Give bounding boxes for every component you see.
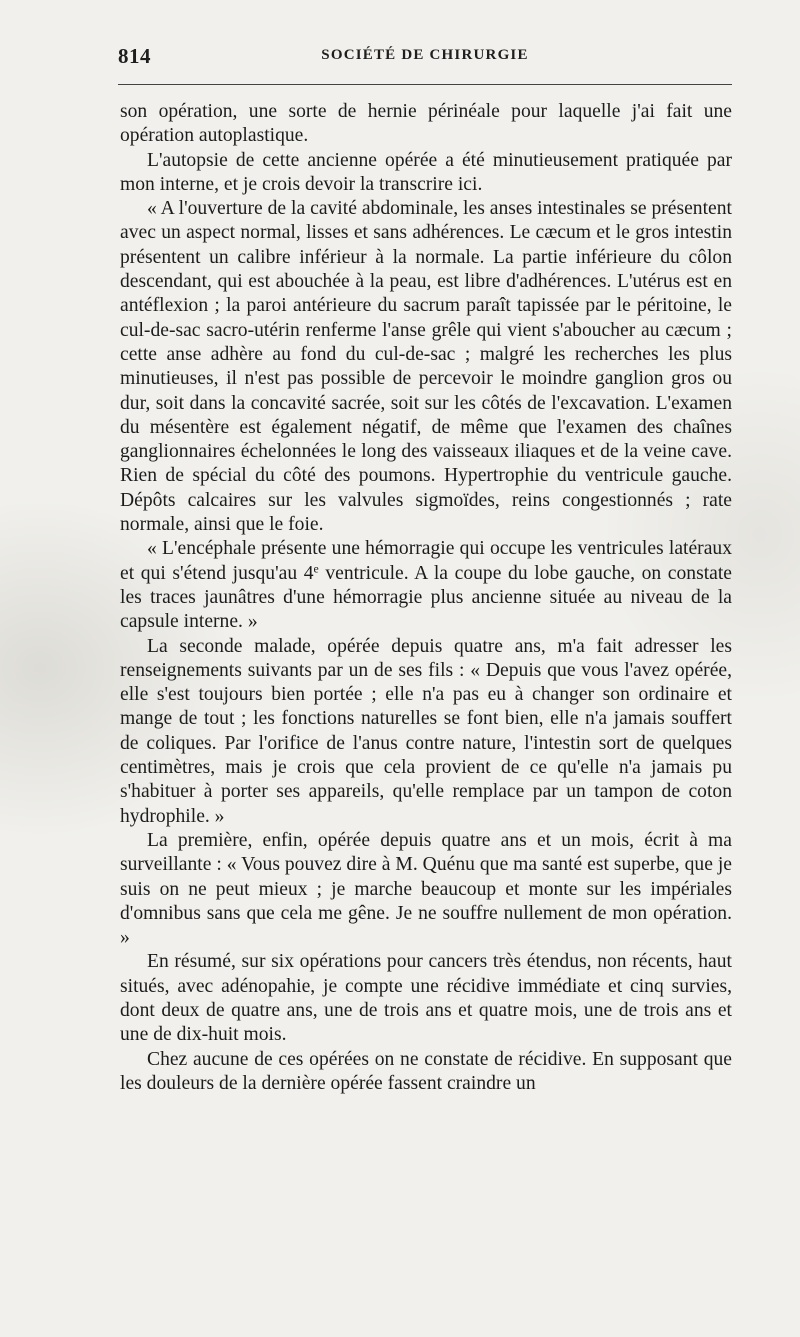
body-text bbox=[120, 100, 732, 1096]
paragraph-4-text-start: « L'encéphale présente une hémorragie qui occupe les ventricules latéraux et qui s'étend jusqu'au 4 bbox=[120, 538, 732, 584]
header-rule bbox=[118, 84, 732, 85]
page-number: 814 bbox=[118, 44, 151, 68]
ordinal-superscript: e bbox=[313, 562, 319, 576]
paragraph-1: son opération, une sorte de hernie périnéale pour laquelle j'ai fait une opération autoplastique. bbox=[120, 101, 732, 147]
paragraph-4 bbox=[120, 537, 732, 634]
paragraph-7: En résumé, sur six opérations pour cancers très étendus, non récents, haut situés, avec adénopahie, je compte une récidive immédiate et cinq survies, dont deux de quatre ans, une de trois ans et quatre mois, une de trois ans et une de dix-huit mois. bbox=[120, 951, 732, 1046]
paragraph-6: La première, enfin, opérée depuis quatre ans et un mois, écrit à ma surveillante : « Vous pouvez dire à M. Quénu que ma santé est superbe, que je suis on ne peut mieux ; je marche beaucoup et monte sur les impériales d'omnibus sans que cela me gêne. Je ne souffre nullement de mon opération. » bbox=[120, 829, 732, 949]
page-header bbox=[118, 44, 732, 70]
paragraph-5: La seconde malade, opérée depuis quatre ans, m'a fait adresser les renseignements suivants par un de ses fils : « Depuis que vous l'avez opérée, elle s'est toujours bien portée ; elle n'a pas eu à changer son ordinaire et mange de tout ; les fonctions naturelles se font bien, elle n'a jamais souffert de coliques. Par l'orifice de l'anus contre nature, l'intestin sort de quelques centimètres, mais je crois que cela provient de ce qu'elle n'a jamais pu s'habituer à porter ses appareils, qu'elle remplace par un tampon de coton hydrophile. » bbox=[120, 635, 732, 827]
paragraph-4-text-end: ventricule. A la coupe du lobe gauche, on constate les traces jaunâtres d'une hémorragie plus ancienne située au niveau de la capsule interne. » bbox=[120, 562, 733, 633]
paragraph-8: Chez aucune de ces opérées on ne constate de récidive. En supposant que les douleurs de la dernière opérée fassent craindre un bbox=[120, 1048, 732, 1094]
paragraph-3: « A l'ouverture de la cavité abdominale, les anses intestinales se présentent avec un aspect normal, lisses et sans adhérences. Le cæcum et le gros intestin présentent un calibre inférieur à la normale. La partie inférieure du côlon descendant, qui est abouchée à la peau, est libre d'adhérences. L'utérus est en antéflexion ; la paroi antérieure du sacrum paraît tapissée par le péritoine, le cul-de-sac sacro-utérin renferme l'anse grêle qui vient s'aboucher au cæcum ; cette anse adhère au fond du cul-de-sac ; malgré les recherches les plus minutieuses, il n'est pas possible de percevoir le moindre ganglion gros ou dur, soit dans la concavité sacrée, soit sur les côtés de l'excavation. L'examen du mésentère est également négatif, de même que l'examen des chaînes ganglionnaires échelonnées le long des vaisseaux iliaques et de la veine cave. Rien de spécial du côté des poumons. Hypertrophie du ventricule gauche. Dépôts calcaires sur les valvules sigmoïdes, reins congestionnés ; rate normale, ainsi que le foie. bbox=[120, 198, 732, 536]
paragraph-2: L'autopsie de cette ancienne opérée a été minutieusement pratiquée par mon interne, et je crois devoir la transcrire ici. bbox=[120, 149, 732, 195]
running-head: SOCIÉTÉ DE CHIRURGIE bbox=[321, 47, 529, 63]
